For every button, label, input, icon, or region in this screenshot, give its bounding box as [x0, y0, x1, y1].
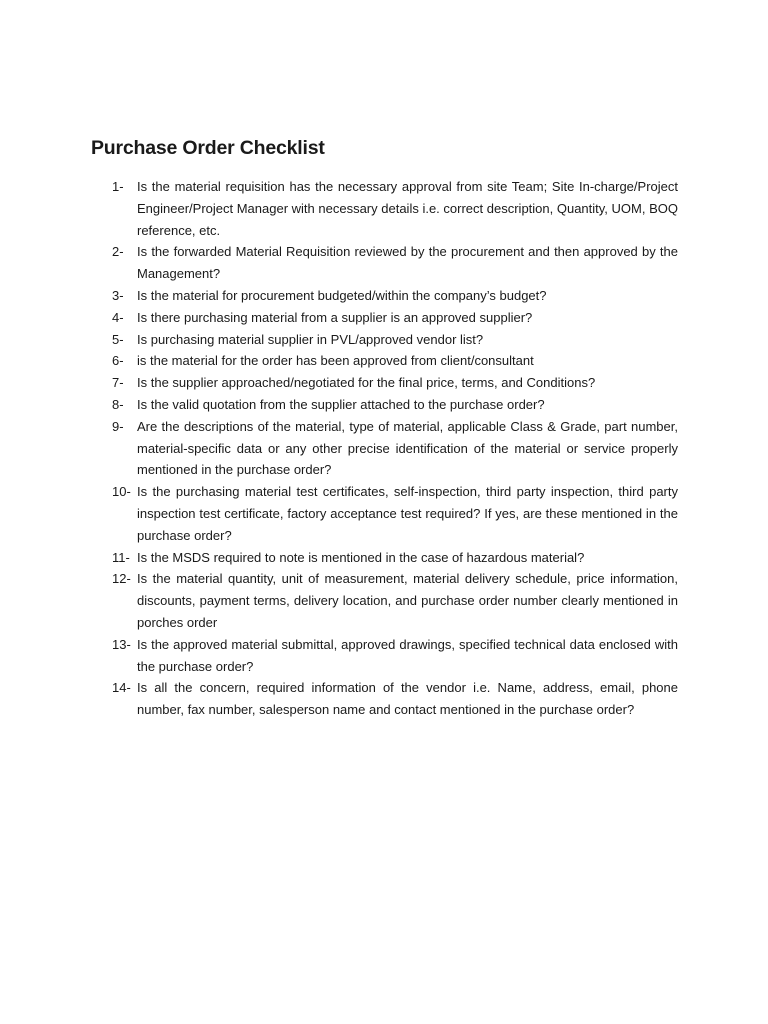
item-text: Is the valid quotation from the supplier attached to the purchase order?	[137, 396, 545, 412]
checklist-item-3	[112, 285, 678, 307]
item-number: 9-	[112, 418, 124, 434]
item-number: 11-	[112, 549, 130, 565]
checklist-item-5	[112, 329, 678, 351]
item-number: 14-	[112, 680, 131, 696]
checklist-item-11	[112, 547, 678, 569]
item-text: Is purchasing material supplier in PVL/approved vendor list?	[137, 331, 484, 347]
item-number: 7-	[112, 375, 124, 391]
checklist-item-13	[112, 634, 678, 678]
checklist-item-7	[112, 372, 678, 394]
item-number: 8-	[112, 396, 124, 412]
checklist-item-4	[112, 307, 678, 329]
item-text: Is the material quantity, unit of measurement, material delivery schedule, price information, discounts, payment terms, delivery location, and purchase order number clearly mentioned in porches order	[137, 571, 678, 630]
checklist-item-10	[112, 481, 678, 546]
item-number: 3-	[112, 287, 124, 303]
item-text: Is the purchasing material test certificates, self-inspection, third party inspection, third party inspection test certificate, factory acceptance test required? If yes, are these mentioned in the purchase order?	[137, 484, 678, 543]
item-text: Is the forwarded Material Requisition reviewed by the procurement and then approved by the Management?	[137, 244, 678, 282]
item-number: 2-	[112, 244, 124, 260]
item-text: Is all the concern, required information of the vendor i.e. Name, address, email, phone number, fax number, salesperson name and contact mentioned in the purchase order?	[137, 680, 678, 718]
checklist-item-2	[112, 241, 678, 285]
item-text: Is the MSDS required to note is mentioned in the case of hazardous material?	[137, 549, 585, 565]
item-text: Is there purchasing material from a supplier is an approved supplier?	[137, 309, 533, 325]
checklist-item-1	[112, 176, 678, 241]
item-number: 1-	[112, 179, 124, 194]
item-number: 6-	[112, 353, 124, 369]
checklist-item-6	[112, 350, 678, 372]
item-text: Is the material requisition has the necessary approval from site Team; Site In-charge/Project Engineer/Project Manager with necessary details i.e. correct description, Quantity, UOM, BOQ reference, etc.	[137, 179, 678, 238]
item-number: 13-	[112, 636, 131, 652]
item-text: Is the supplier approached/negotiated for the final price, terms, and Conditions?	[137, 375, 596, 391]
checklist-item-14	[112, 677, 678, 721]
item-number: 4-	[112, 309, 124, 325]
item-text: Is the approved material submittal, approved drawings, specified technical data enclosed with the purchase order?	[137, 636, 678, 674]
item-text: Is the material for procurement budgeted/within the company’s budget?	[137, 287, 547, 303]
item-number: 10-	[112, 484, 131, 500]
checklist	[112, 176, 678, 721]
item-number: 5-	[112, 331, 124, 347]
checklist-item-12	[112, 568, 678, 633]
item-text: Are the descriptions of the material, type of material, applicable Class & Grade, part number, material-specific data or any other precise identification of the material or service properly mentioned in the purchase order?	[137, 418, 678, 478]
item-text: is the material for the order has been approved from client/consultant	[137, 353, 534, 369]
page-title: Purchase Order Checklist	[91, 137, 325, 159]
checklist-item-8	[112, 394, 678, 416]
item-number: 12-	[112, 571, 131, 587]
checklist-item-9	[112, 416, 678, 481]
